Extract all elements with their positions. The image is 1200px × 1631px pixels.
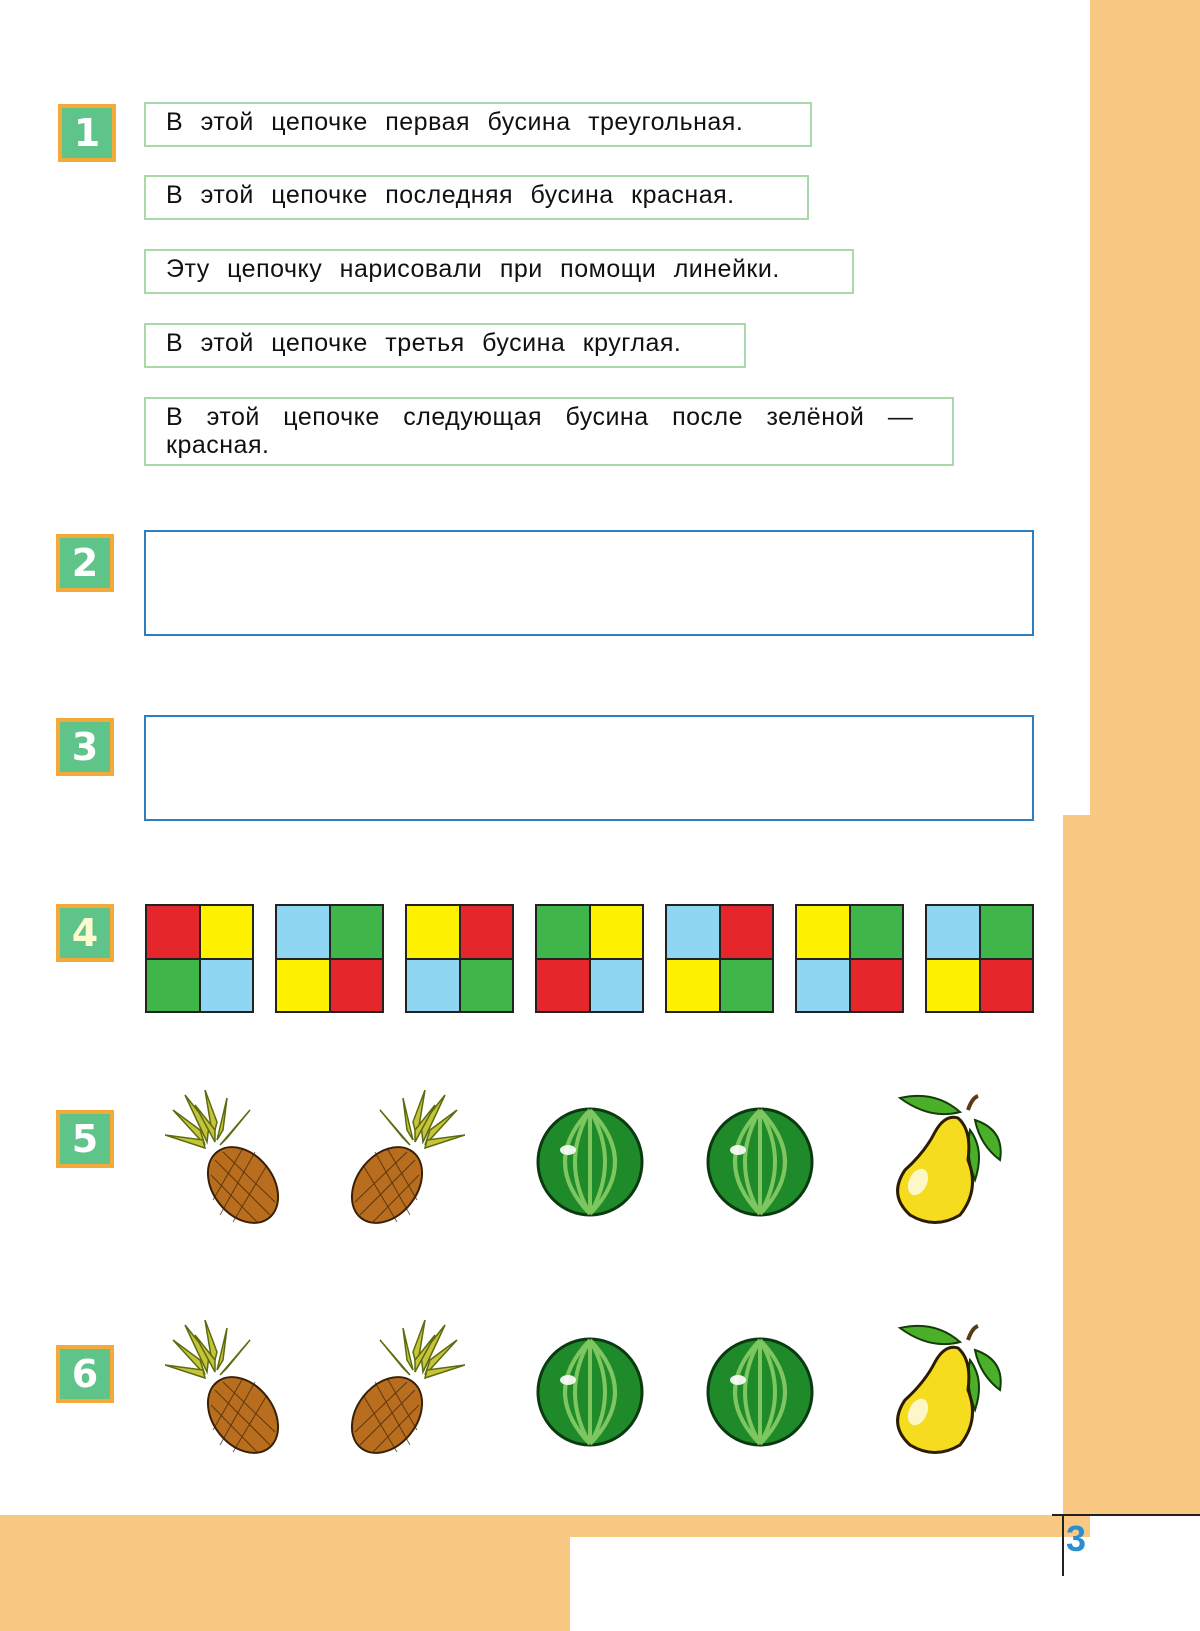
color-square-cell: [590, 959, 644, 1013]
statement-card[interactable]: Эту цепочку нарисовали при помощи линейки.: [144, 249, 854, 294]
color-square-cell: [980, 959, 1034, 1013]
color-square[interactable]: [145, 904, 254, 1013]
page-bottom-band: [0, 1537, 570, 1631]
task-number-badge: 4: [56, 904, 114, 962]
color-square-cell: [980, 905, 1034, 959]
color-square-cell: [926, 905, 980, 959]
color-square-cell: [276, 959, 330, 1013]
color-square-cell: [796, 959, 850, 1013]
color-square-cell: [926, 959, 980, 1013]
task-number-badge: 2: [56, 534, 114, 592]
watermelon-icon[interactable]: [700, 1320, 820, 1460]
color-square-cell: [850, 905, 904, 959]
watermelon-icon[interactable]: [530, 1320, 650, 1460]
page-number-rule: [1052, 1514, 1200, 1516]
color-square-cell: [330, 959, 384, 1013]
color-square-cell: [200, 959, 254, 1013]
color-square[interactable]: [795, 904, 904, 1013]
task-number-badge: 1: [58, 104, 116, 162]
color-square[interactable]: [275, 904, 384, 1013]
color-square[interactable]: [405, 904, 514, 1013]
color-square[interactable]: [535, 904, 644, 1013]
color-square-cell: [590, 905, 644, 959]
page-margin-band: [1063, 815, 1200, 1515]
task-number-badge: 3: [56, 718, 114, 776]
color-square-cell: [460, 959, 514, 1013]
color-square-cell: [460, 905, 514, 959]
color-square-cell: [406, 905, 460, 959]
color-square-cell: [536, 905, 590, 959]
pineapple-icon[interactable]: [165, 1090, 285, 1230]
task-number-badge: 5: [56, 1110, 114, 1168]
page-number: 3: [1066, 1518, 1087, 1559]
color-square-cell: [146, 905, 200, 959]
task-number-badge: 6: [56, 1345, 114, 1403]
color-square-cell: [666, 959, 720, 1013]
statement-card[interactable]: В этой цепочке третья бусина круглая.: [144, 323, 746, 368]
color-square-cell: [330, 905, 384, 959]
color-square-cell: [796, 905, 850, 959]
color-square-cell: [720, 905, 774, 959]
pineapple-icon[interactable]: [345, 1090, 465, 1230]
color-square-cell: [200, 905, 254, 959]
color-square-cell: [146, 959, 200, 1013]
pineapple-icon[interactable]: [345, 1320, 465, 1460]
answer-field[interactable]: [144, 530, 1034, 636]
color-square[interactable]: [925, 904, 1034, 1013]
pear-icon[interactable]: [880, 1090, 1010, 1230]
page-bottom-band: [0, 1515, 1090, 1537]
color-square-cell: [850, 959, 904, 1013]
color-square-cell: [720, 959, 774, 1013]
answer-field[interactable]: [144, 715, 1034, 821]
pineapple-icon[interactable]: [165, 1320, 285, 1460]
statement-card[interactable]: В этой цепочке первая бусина треугольная.: [144, 102, 812, 147]
statement-card[interactable]: В этой цепочке последняя бусина красная.: [144, 175, 809, 220]
statement-card[interactable]: В этой цепочке следующая бусина после зелёной — красная.: [144, 397, 954, 466]
page-number-rule: [1062, 1514, 1064, 1576]
watermelon-icon[interactable]: [530, 1090, 650, 1230]
color-square[interactable]: [665, 904, 774, 1013]
color-square-cell: [666, 905, 720, 959]
page-margin-band: [1090, 0, 1200, 815]
color-square-cell: [406, 959, 460, 1013]
watermelon-icon[interactable]: [700, 1090, 820, 1230]
color-square-cell: [276, 905, 330, 959]
pear-icon[interactable]: [880, 1320, 1010, 1460]
color-square-cell: [536, 959, 590, 1013]
